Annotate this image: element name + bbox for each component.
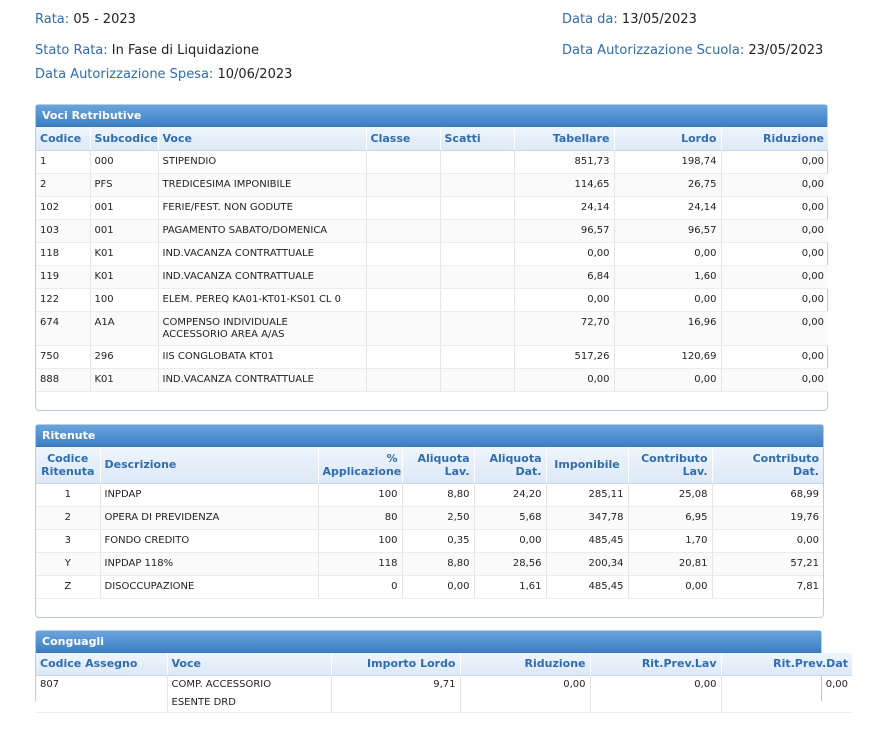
table-cell: 20,81: [628, 552, 712, 575]
table-cell: 0,00: [721, 196, 828, 219]
voci-col-header[interactable]: Subcodice: [90, 127, 158, 150]
data-da-value: 13/05/2023: [621, 12, 697, 27]
table-cell: 0,00: [712, 529, 823, 552]
table-cell: 485,45: [546, 529, 628, 552]
table-cell: 0,00: [721, 219, 828, 242]
table-cell: IND.VACANZA CONTRATTUALE: [158, 265, 366, 288]
data-aut-scuola-field: [562, 43, 823, 58]
table-cell: [366, 150, 440, 173]
stato-rata-field: [35, 43, 259, 58]
table-cell: 114,65: [514, 173, 614, 196]
table-cell: 1,61: [474, 575, 546, 598]
ritenute-col-header[interactable]: Contributo Dat.: [712, 447, 823, 483]
table-cell: [366, 368, 440, 391]
table-cell: K01: [90, 242, 158, 265]
table-cell: 0,00: [721, 150, 828, 173]
table-cell: IND.VACANZA CONTRATTUALE: [158, 368, 366, 391]
ritenute-panel: [35, 424, 824, 618]
conguagli-col-header[interactable]: Importo Lordo: [331, 653, 460, 675]
table-cell: 807: [36, 675, 167, 712]
ritenute-col-header[interactable]: Aliquota Dat.: [474, 447, 546, 483]
table-cell: 24,20: [474, 483, 546, 506]
table-cell: PAGAMENTO SABATO/DOMENICA: [158, 219, 366, 242]
table-row: [36, 345, 828, 368]
table-cell: 102: [36, 196, 90, 219]
table-cell: [366, 345, 440, 368]
table-cell: [366, 173, 440, 196]
voci-col-header[interactable]: Riduzione: [721, 127, 828, 150]
table-row: [36, 219, 828, 242]
voci-col-header[interactable]: Classe: [366, 127, 440, 150]
conguagli-col-header[interactable]: Rit.Prev.Dat: [721, 653, 852, 675]
table-cell: [366, 265, 440, 288]
table-cell: 6,84: [514, 265, 614, 288]
table-cell: 0,00: [402, 575, 474, 598]
table-cell: INPDAP 118%: [100, 552, 318, 575]
table-cell: OPERA DI PREVIDENZA: [100, 506, 318, 529]
table-cell: 8,80: [402, 483, 474, 506]
table-cell: [366, 242, 440, 265]
table-row: [36, 311, 828, 345]
data-aut-spesa-label: Data Autorizzazione Spesa:: [35, 67, 214, 82]
table-cell: 0,00: [721, 345, 828, 368]
table-cell: 9,71: [331, 675, 460, 712]
data-da-label: Data da:: [562, 12, 618, 27]
table-cell: 100: [90, 288, 158, 311]
table-cell: INPDAP: [100, 483, 318, 506]
table-cell: 120,69: [614, 345, 721, 368]
table-cell: [440, 173, 514, 196]
data-aut-spesa-value: 10/06/2023: [217, 67, 293, 82]
table-cell: 0,00: [474, 529, 546, 552]
table-cell: 0,00: [460, 675, 590, 712]
rata-field: [35, 12, 136, 27]
table-cell: 3: [36, 529, 100, 552]
table-cell: [366, 288, 440, 311]
table-cell: 0,00: [614, 368, 721, 391]
voci-col-header[interactable]: Codice: [36, 127, 90, 150]
voci-col-header[interactable]: Voce: [158, 127, 366, 150]
table-cell: 100: [318, 529, 402, 552]
conguagli-table: [36, 653, 852, 713]
table-cell: 001: [90, 219, 158, 242]
table-cell: 750: [36, 345, 90, 368]
conguagli-header-row: [36, 653, 852, 675]
table-cell: A1A: [90, 311, 158, 345]
conguagli-col-header[interactable]: Riduzione: [460, 653, 590, 675]
table-row: [36, 196, 828, 219]
ritenute-col-header[interactable]: Imponibile: [546, 447, 628, 483]
table-cell: 0,00: [514, 288, 614, 311]
table-cell: 198,74: [614, 150, 721, 173]
table-cell: 0,00: [628, 575, 712, 598]
table-cell: 0,00: [721, 173, 828, 196]
stato-rata-value: In Fase di Liquidazione: [111, 43, 259, 58]
table-cell: 122: [36, 288, 90, 311]
table-cell: [440, 368, 514, 391]
table-cell: 103: [36, 219, 90, 242]
table-cell: 6,95: [628, 506, 712, 529]
table-cell: 68,99: [712, 483, 823, 506]
stato-rata-label: Stato Rata:: [35, 43, 108, 58]
table-row: [36, 173, 828, 196]
ritenute-col-header[interactable]: Contributo Lav.: [628, 447, 712, 483]
table-cell: 0,00: [514, 368, 614, 391]
table-row: [36, 368, 828, 391]
ritenute-title: Ritenute: [36, 425, 823, 447]
data-aut-scuola-label: Data Autorizzazione Scuola:: [562, 43, 745, 58]
table-row: [36, 529, 823, 552]
table-cell: 347,78: [546, 506, 628, 529]
table-cell: 888: [36, 368, 90, 391]
table-cell: COMP. ACCESSORIO ESENTE DRD: [167, 675, 331, 712]
table-cell: 28,56: [474, 552, 546, 575]
conguagli-col-header[interactable]: Voce: [167, 653, 331, 675]
conguagli-col-header[interactable]: Codice Assegno: [36, 653, 167, 675]
table-cell: ELEM. PEREQ KA01-KT01-KS01 CL 0: [158, 288, 366, 311]
table-cell: IIS CONGLOBATA KT01: [158, 345, 366, 368]
table-cell: 118: [36, 242, 90, 265]
conguagli-col-header[interactable]: Rit.Prev.Lav: [590, 653, 721, 675]
table-row: [36, 150, 828, 173]
table-row: [36, 575, 823, 598]
table-cell: 7,81: [712, 575, 823, 598]
table-cell: 0,00: [721, 242, 828, 265]
table-cell: Z: [36, 575, 100, 598]
voci-retributive-title: Voci Retributive: [36, 105, 827, 127]
voci-header-row: [36, 127, 828, 150]
table-cell: 0,00: [614, 242, 721, 265]
table-cell: 0,00: [614, 288, 721, 311]
table-cell: 0,00: [721, 288, 828, 311]
table-cell: Y: [36, 552, 100, 575]
table-cell: [366, 311, 440, 345]
table-cell: 200,34: [546, 552, 628, 575]
table-cell: DISOCCUPAZIONE: [100, 575, 318, 598]
table-cell: [440, 345, 514, 368]
table-cell: 0,00: [514, 242, 614, 265]
table-cell: [440, 288, 514, 311]
table-cell: 001: [90, 196, 158, 219]
table-cell: [440, 219, 514, 242]
table-row: [36, 242, 828, 265]
table-cell: 674: [36, 311, 90, 345]
table-cell: 851,73: [514, 150, 614, 173]
table-cell: [440, 196, 514, 219]
table-cell: FONDO CREDITO: [100, 529, 318, 552]
table-cell: 000: [90, 150, 158, 173]
table-cell: 2: [36, 506, 100, 529]
voci-retributive-panel: [35, 104, 828, 411]
table-cell: 1: [36, 483, 100, 506]
table-cell: 5,68: [474, 506, 546, 529]
table-cell: 296: [90, 345, 158, 368]
ritenute-col-header[interactable]: % Applicazione: [318, 447, 402, 483]
table-cell: 96,57: [614, 219, 721, 242]
table-cell: 0,00: [721, 311, 828, 345]
table-cell: 0,00: [590, 675, 721, 712]
table-cell: 118: [318, 552, 402, 575]
table-cell: 26,75: [614, 173, 721, 196]
table-cell: 1,60: [614, 265, 721, 288]
data-da-field: [562, 12, 697, 27]
rata-value: 05 - 2023: [73, 12, 136, 27]
table-cell: 2: [36, 173, 90, 196]
table-cell: 0: [318, 575, 402, 598]
table-cell: 0,00: [721, 265, 828, 288]
table-cell: TREDICESIMA IMPONIBILE: [158, 173, 366, 196]
table-cell: 119: [36, 265, 90, 288]
table-cell: 517,26: [514, 345, 614, 368]
table-cell: IND.VACANZA CONTRATTUALE: [158, 242, 366, 265]
table-cell: 485,45: [546, 575, 628, 598]
table-cell: 2,50: [402, 506, 474, 529]
data-aut-scuola-value: 23/05/2023: [748, 43, 824, 58]
table-row: [36, 675, 852, 712]
table-cell: K01: [90, 368, 158, 391]
data-aut-spesa-field: [35, 67, 292, 82]
table-cell: 24,14: [514, 196, 614, 219]
table-cell: [440, 150, 514, 173]
table-row: [36, 265, 828, 288]
table-cell: FERIE/FEST. NON GODUTE: [158, 196, 366, 219]
table-cell: K01: [90, 265, 158, 288]
conguagli-title: Conguagli: [36, 631, 821, 653]
rata-label: Rata:: [35, 12, 70, 27]
table-cell: 0,00: [721, 675, 852, 712]
voci-retributive-table: [36, 127, 828, 392]
table-cell: PFS: [90, 173, 158, 196]
table-cell: [440, 242, 514, 265]
table-cell: 57,21: [712, 552, 823, 575]
ritenute-col-header[interactable]: Descrizione: [100, 447, 318, 483]
ritenute-col-header[interactable]: Aliquota Lav.: [402, 447, 474, 483]
table-cell: 24,14: [614, 196, 721, 219]
table-cell: 72,70: [514, 311, 614, 345]
ritenute-header-row: [36, 447, 823, 483]
conguagli-panel: [35, 630, 848, 708]
voci-col-header[interactable]: Lordo: [614, 127, 721, 150]
table-cell: 25,08: [628, 483, 712, 506]
table-cell: 8,80: [402, 552, 474, 575]
table-cell: [440, 311, 514, 345]
table-cell: 96,57: [514, 219, 614, 242]
table-row: [36, 506, 823, 529]
table-cell: 19,76: [712, 506, 823, 529]
table-cell: [366, 219, 440, 242]
table-cell: 0,00: [721, 368, 828, 391]
table-cell: STIPENDIO: [158, 150, 366, 173]
table-row: [36, 288, 828, 311]
table-cell: 0,35: [402, 529, 474, 552]
table-cell: 100: [318, 483, 402, 506]
table-cell: 1,70: [628, 529, 712, 552]
table-cell: 80: [318, 506, 402, 529]
voci-col-header[interactable]: Tabellare: [514, 127, 614, 150]
table-cell: 16,96: [614, 311, 721, 345]
ritenute-col-header[interactable]: Codice Ritenuta: [36, 447, 100, 483]
table-row: [36, 483, 823, 506]
table-cell: COMPENSO INDIVIDUALE ACCESSORIO AREA A/AS: [158, 311, 366, 345]
table-row: [36, 552, 823, 575]
table-cell: 285,11: [546, 483, 628, 506]
voci-col-header[interactable]: Scatti: [440, 127, 514, 150]
table-cell: 1: [36, 150, 90, 173]
table-cell: [440, 265, 514, 288]
table-cell: [366, 196, 440, 219]
ritenute-table: [36, 447, 823, 599]
